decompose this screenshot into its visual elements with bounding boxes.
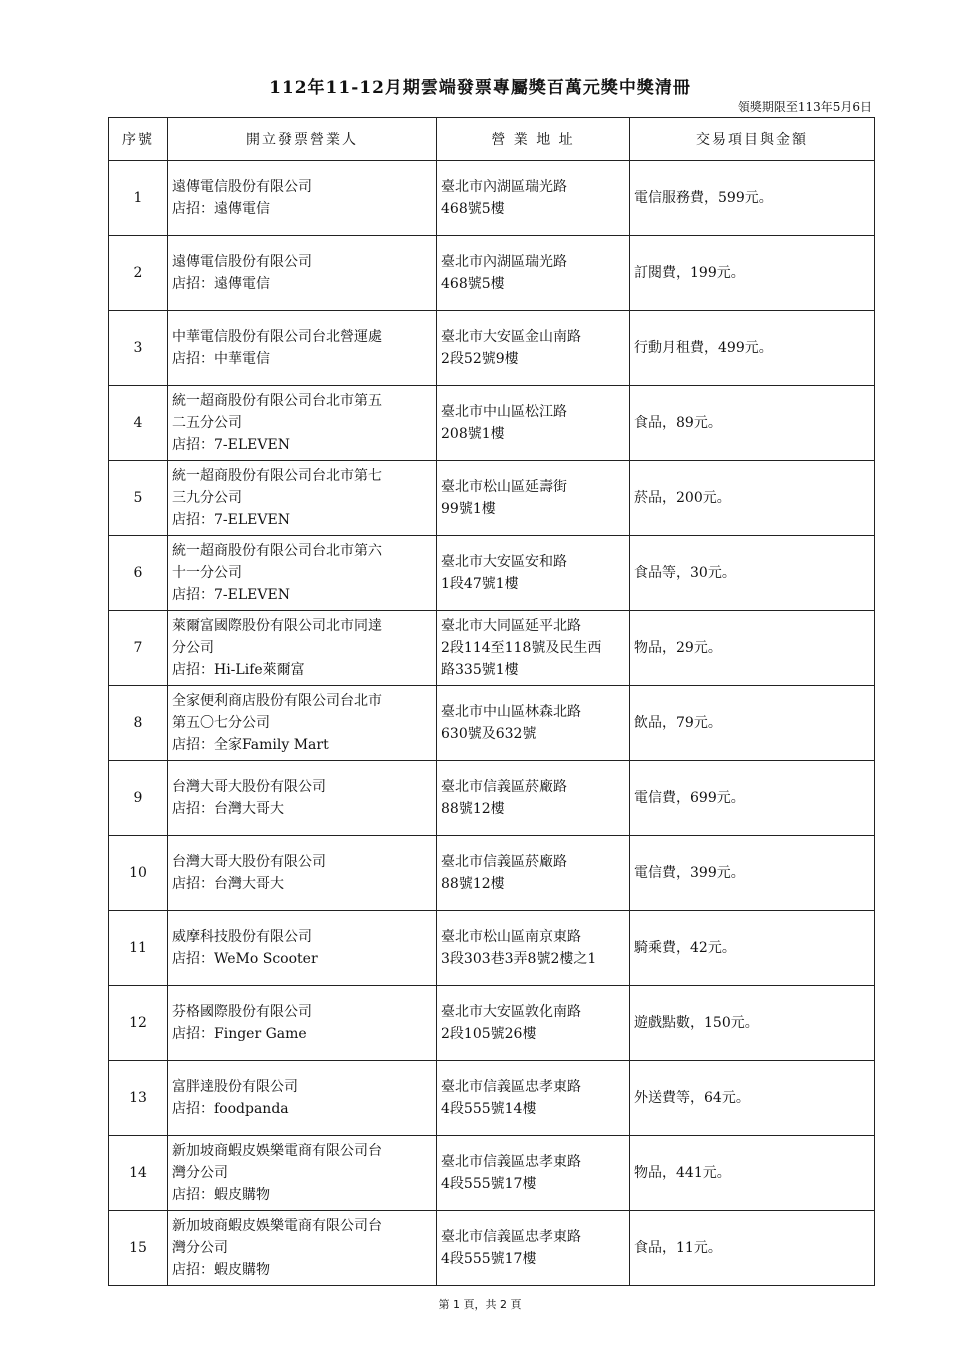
item-amount-cell: 食品，89元。: [630, 386, 875, 461]
row-number: 7: [109, 611, 168, 686]
address-line: 1段47號1樓: [441, 576, 519, 592]
address-cell: [437, 236, 630, 311]
seller-line: 店招：遠傳電信: [172, 276, 270, 292]
row-number: 14: [109, 1136, 168, 1211]
address-line: 臺北市松山區南京東路: [441, 929, 581, 945]
row-number: 10: [109, 836, 168, 911]
seller-line: 萊爾富國際股份有限公司北市同達: [172, 618, 382, 634]
item-amount-cell: 外送費等，64元。: [630, 1061, 875, 1136]
seller-line: 威摩科技股份有限公司: [172, 929, 312, 945]
address-line: 208號1樓: [441, 426, 505, 442]
table-row: [109, 386, 875, 461]
seller-cell: [168, 686, 437, 761]
address-cell: [437, 461, 630, 536]
item-amount-cell: 電信費，399元。: [630, 836, 875, 911]
seller-line: 第五〇七分公司: [172, 715, 270, 731]
seller-line: 芬格國際股份有限公司: [172, 1004, 312, 1020]
item-amount-cell: 遊戲點數，150元。: [630, 986, 875, 1061]
row-number: 13: [109, 1061, 168, 1136]
address-line: 臺北市信義區菸廠路: [441, 779, 567, 795]
address-line: 臺北市大安區敦化南路: [441, 1004, 581, 1020]
address-cell: [437, 161, 630, 236]
address-line: 臺北市松山區延壽街: [441, 479, 567, 495]
address-line: 臺北市大安區安和路: [441, 554, 567, 570]
table-row: [109, 1061, 875, 1136]
seller-line: 中華電信股份有限公司台北營運處: [172, 329, 382, 345]
seller-line: 三九分公司: [172, 490, 242, 506]
seller-line: 店招：蝦皮購物: [172, 1262, 270, 1278]
seller-line: 店招：蝦皮購物: [172, 1187, 270, 1203]
seller-line: 灣分公司: [172, 1165, 228, 1181]
seller-line: 店招：台灣大哥大: [172, 801, 284, 817]
address-line: 88號12樓: [441, 801, 505, 817]
row-number: 5: [109, 461, 168, 536]
item-amount-cell: 騎乘費，42元。: [630, 911, 875, 986]
item-amount-cell: 菸品，200元。: [630, 461, 875, 536]
seller-line: 店招：WeMo Scooter: [172, 951, 318, 967]
address-cell: [437, 1211, 630, 1286]
address-cell: [437, 911, 630, 986]
seller-cell: [168, 311, 437, 386]
table-header-row: [109, 118, 875, 161]
address-line: 630號及632號: [441, 726, 537, 742]
address-line: 468號5樓: [441, 201, 505, 217]
address-line: 2段52號9樓: [441, 351, 519, 367]
address-line: 路335號1樓: [441, 662, 519, 678]
seller-line: 店招：遠傳電信: [172, 201, 270, 217]
address-line: 3段303巷3弄8號2樓之1: [441, 951, 597, 967]
address-cell: [437, 386, 630, 461]
address-cell: [437, 1136, 630, 1211]
row-number: 15: [109, 1211, 168, 1286]
seller-cell: [168, 461, 437, 536]
header-item: 交易項目與金額: [630, 118, 875, 161]
seller-line: 灣分公司: [172, 1240, 228, 1256]
table-row: [109, 461, 875, 536]
row-number: 11: [109, 911, 168, 986]
seller-cell: [168, 1061, 437, 1136]
row-number: 9: [109, 761, 168, 836]
table-body: [109, 161, 875, 1286]
address-line: 99號1樓: [441, 501, 496, 517]
item-amount-cell: 食品，11元。: [630, 1211, 875, 1286]
seller-cell: [168, 986, 437, 1061]
seller-line: 店招：Hi-Life萊爾富: [172, 662, 305, 678]
address-line: 88號12樓: [441, 876, 505, 892]
table-row: [109, 311, 875, 386]
seller-cell: [168, 1211, 437, 1286]
address-line: 臺北市信義區忠孝東路: [441, 1229, 581, 1245]
address-line: 臺北市中山區林森北路: [441, 704, 581, 720]
seller-line: 店招：7-ELEVEN: [172, 587, 290, 603]
seller-line: 店招：7-ELEVEN: [172, 437, 290, 453]
seller-cell: [168, 1136, 437, 1211]
table-row: [109, 686, 875, 761]
seller-cell: [168, 761, 437, 836]
address-line: 4段555號14樓: [441, 1101, 537, 1117]
table-row: [109, 986, 875, 1061]
winners-table: [108, 117, 875, 1286]
header-seller: 開立發票營業人: [168, 118, 437, 161]
seller-line: 全家便利商店股份有限公司台北市: [172, 693, 382, 709]
table-row: [109, 836, 875, 911]
claim-deadline: 領獎期限至113年5月6日: [737, 100, 872, 114]
seller-line: 店招：全家Family Mart: [172, 737, 329, 753]
table-row: [109, 611, 875, 686]
address-cell: [437, 536, 630, 611]
seller-line: 店招：7-ELEVEN: [172, 512, 290, 528]
table-row: [109, 236, 875, 311]
page-footer: 第 1 頁，共 2 頁: [438, 1298, 522, 1311]
row-number: 1: [109, 161, 168, 236]
table-row: [109, 536, 875, 611]
seller-line: 統一超商股份有限公司台北市第六: [172, 543, 382, 559]
seller-cell: [168, 536, 437, 611]
address-line: 468號5樓: [441, 276, 505, 292]
seller-cell: [168, 836, 437, 911]
seller-line: 分公司: [172, 640, 214, 656]
header-address: 營 業 地 址: [437, 118, 630, 161]
seller-cell: [168, 911, 437, 986]
seller-line: 二五分公司: [172, 415, 242, 431]
seller-cell: [168, 236, 437, 311]
seller-line: 統一超商股份有限公司台北市第七: [172, 468, 382, 484]
seller-cell: [168, 161, 437, 236]
table-row: [109, 761, 875, 836]
item-amount-cell: 物品，441元。: [630, 1136, 875, 1211]
seller-line: 遠傳電信股份有限公司: [172, 254, 312, 270]
seller-line: 新加坡商蝦皮娛樂電商有限公司台: [172, 1218, 382, 1234]
seller-line: 十一分公司: [172, 565, 242, 581]
table-row: [109, 1136, 875, 1211]
address-cell: [437, 836, 630, 911]
address-line: 臺北市內湖區瑞光路: [441, 254, 567, 270]
address-cell: [437, 1061, 630, 1136]
item-amount-cell: 訂閱費，199元。: [630, 236, 875, 311]
seller-line: 遠傳電信股份有限公司: [172, 179, 312, 195]
item-amount-cell: 電信服務費，599元。: [630, 161, 875, 236]
address-line: 2段105號26樓: [441, 1026, 537, 1042]
seller-line: 台灣大哥大股份有限公司: [172, 779, 326, 795]
item-amount-cell: 物品，29元。: [630, 611, 875, 686]
address-line: 臺北市信義區忠孝東路: [441, 1154, 581, 1170]
row-number: 12: [109, 986, 168, 1061]
item-amount-cell: 行動月租費，499元。: [630, 311, 875, 386]
address-line: 臺北市大安區金山南路: [441, 329, 581, 345]
item-amount-cell: 電信費，699元。: [630, 761, 875, 836]
document-title: 112年11-12月期雲端發票專屬獎百萬元獎中獎清冊: [269, 78, 691, 98]
address-line: 4段555號17樓: [441, 1251, 537, 1267]
address-cell: [437, 311, 630, 386]
item-amount-cell: 食品等，30元。: [630, 536, 875, 611]
address-line: 臺北市大同區延平北路: [441, 618, 581, 634]
item-amount-cell: 飲品，79元。: [630, 686, 875, 761]
address-line: 臺北市信義區菸廠路: [441, 854, 567, 870]
seller-line: 店招：Finger Game: [172, 1026, 307, 1042]
address-line: 臺北市內湖區瑞光路: [441, 179, 567, 195]
address-cell: [437, 611, 630, 686]
row-number: 6: [109, 536, 168, 611]
address-cell: [437, 986, 630, 1061]
table-row: [109, 161, 875, 236]
row-number: 2: [109, 236, 168, 311]
address-line: 4段555號17樓: [441, 1176, 537, 1192]
seller-line: 新加坡商蝦皮娛樂電商有限公司台: [172, 1143, 382, 1159]
seller-cell: [168, 611, 437, 686]
seller-line: 台灣大哥大股份有限公司: [172, 854, 326, 870]
row-number: 8: [109, 686, 168, 761]
address-line: 2段114至118號及民生西: [441, 640, 602, 656]
address-line: 臺北市信義區忠孝東路: [441, 1079, 581, 1095]
seller-line: 統一超商股份有限公司台北市第五: [172, 393, 382, 409]
seller-line: 店招：台灣大哥大: [172, 876, 284, 892]
seller-line: 富胖達股份有限公司: [172, 1079, 298, 1095]
row-number: 3: [109, 311, 168, 386]
seller-line: 店招：中華電信: [172, 351, 270, 367]
table-row: [109, 911, 875, 986]
seller-line: 店招：foodpanda: [172, 1101, 289, 1117]
row-number: 4: [109, 386, 168, 461]
seller-cell: [168, 386, 437, 461]
header-no: 序號: [109, 118, 168, 161]
address-line: 臺北市中山區松江路: [441, 404, 567, 420]
address-cell: [437, 686, 630, 761]
address-cell: [437, 761, 630, 836]
table-row: [109, 1211, 875, 1286]
